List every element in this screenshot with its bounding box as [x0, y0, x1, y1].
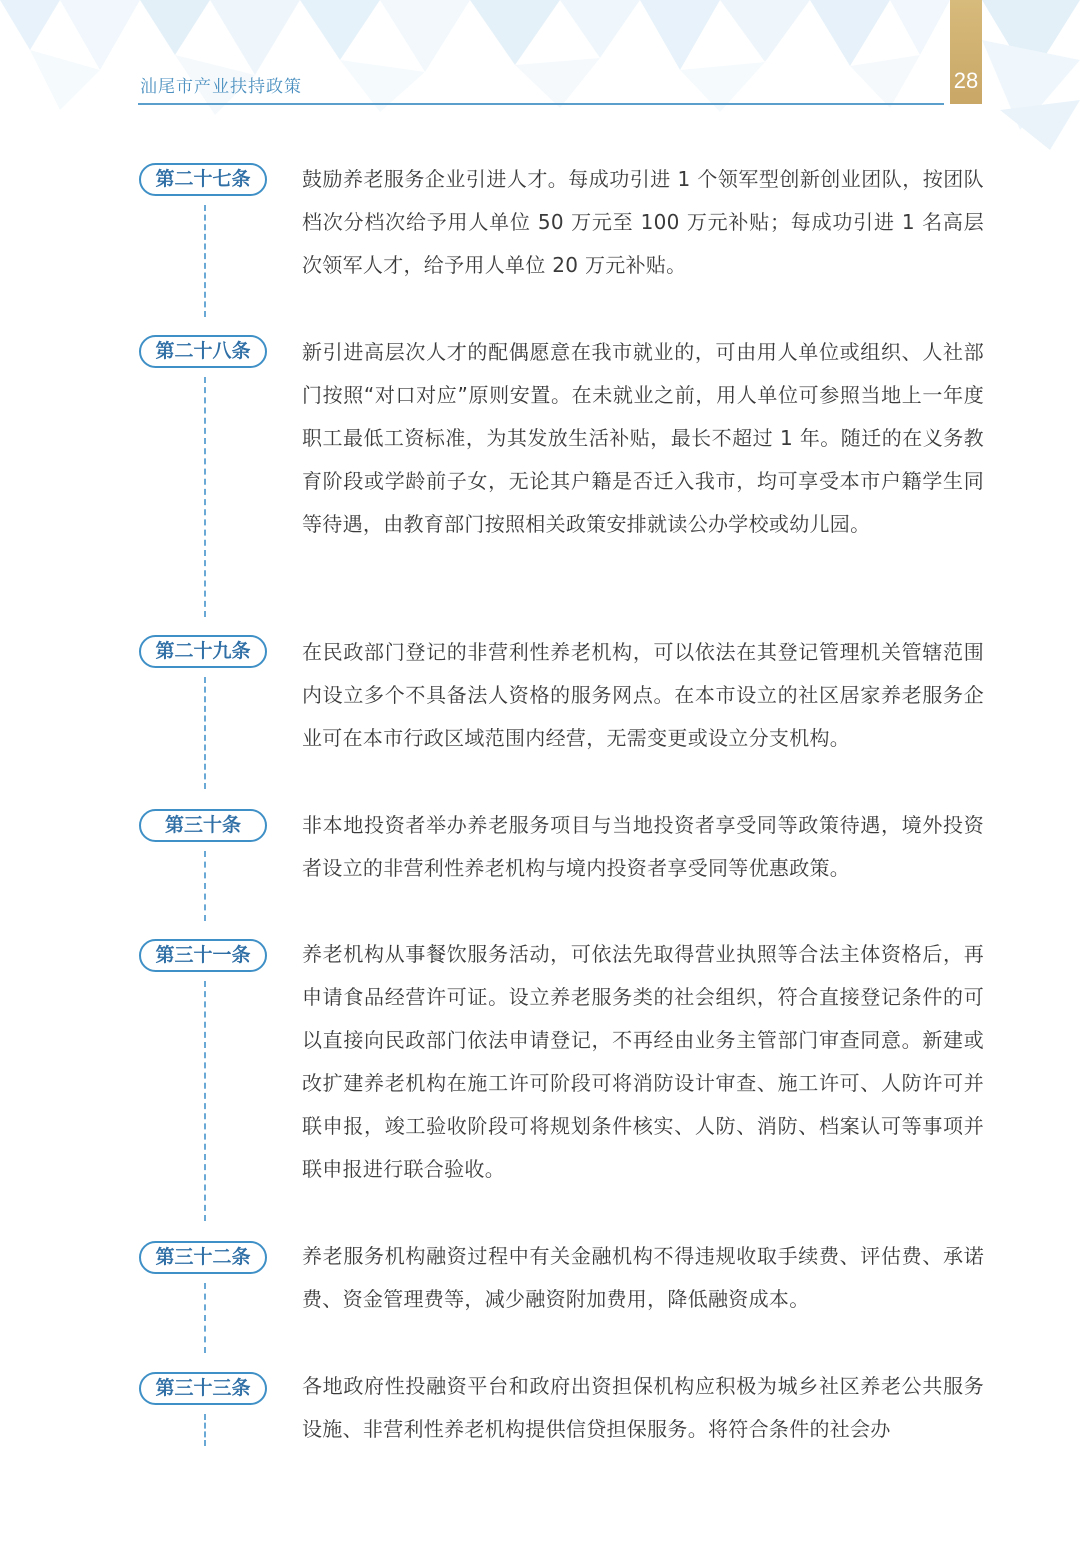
timeline-connector	[204, 1283, 206, 1353]
article-label: 第三十三条	[155, 1377, 251, 1399]
article-label: 第三十二条	[155, 1246, 251, 1268]
article-text: 非本地投资者举办养老服务项目与当地投资者享受同等政策待遇，境外投资者设立的非营利性养老机构与境内投资者享受同等优惠政策。	[302, 813, 984, 880]
timeline-connector	[204, 677, 206, 789]
header-divider	[138, 103, 944, 105]
article-label: 第二十七条	[155, 168, 251, 190]
article-text: 各地政府性投融资平台和政府出资担保机构应积极为城乡社区养老公共服务设施、非营利性养老机构提供信贷担保服务。将符合条件的社会办	[302, 1374, 984, 1441]
page-number: 28	[953, 68, 979, 93]
article-text: 在民政部门登记的非营利性养老机构，可以依法在其登记管理机关管辖范围内设立多个不具备法人资格的服务网点。在本市设立的社区居家养老服务企业可在本市行政区域范围内经营，无需变更或设立分支机构。	[302, 640, 984, 750]
article-badge	[139, 1241, 267, 1274]
timeline-connector	[204, 851, 206, 921]
article-text: 养老机构从事餐饮服务活动，可依法先取得营业执照等合法主体资格后，再申请食品经营许可证。设立养老服务类的社会组织，符合直接登记条件的可以直接向民政部门依法申请登记，不再经由业务主管部门审查同意。新建或改扩建养老机构在施工许可阶段可将消防设计审查、施工许可、人防许可并联申报，竣工验收阶段可将规划条件核实、人防、消防、档案认可等事项并联申报进行联合验收。	[302, 942, 984, 1181]
timeline-connector	[204, 1414, 206, 1446]
document-title: 汕尾市产业扶持政策	[140, 77, 302, 97]
article-badge	[139, 163, 267, 196]
article-label: 第二十八条	[155, 340, 251, 362]
article-label: 第三十一条	[155, 944, 251, 966]
article-badge	[139, 1372, 267, 1405]
article-label: 第二十九条	[155, 640, 251, 662]
article-badge	[139, 635, 267, 668]
timeline-connector	[204, 377, 206, 617]
timeline-connector	[204, 981, 206, 1221]
article-badge	[139, 809, 267, 842]
article-text: 鼓励养老服务企业引进人才。每成功引进 1 个领军型创新创业团队，按团队档次分档次给予用人单位 50 万元至 100 万元补贴；每成功引进 1 名高层次领军人才，给予用人单位 20 万元补贴。	[302, 167, 984, 277]
timeline-connector	[204, 205, 206, 317]
article-text: 新引进高层次人才的配偶愿意在我市就业的，可由用人单位或组织、人社部门按照“对口对应”原则安置。在未就业之前，用人单位可参照当地上一年度职工最低工资标准，为其发放生活补贴，最长不超过 1 年。随迁的在义务教育阶段或学龄前子女，无论其户籍是否迁入我市，均可享受本市户籍学生同等待遇，由教育部门按照相关政策安排就读公办学校或幼儿园。	[302, 340, 984, 536]
article-badge	[139, 335, 267, 368]
article-badge	[139, 939, 267, 972]
article-label: 第三十条	[164, 814, 241, 836]
article-text: 养老服务机构融资过程中有关金融机构不得违规收取手续费、评估费、承诺费、资金管理费等，减少融资附加费用，降低融资成本。	[302, 1244, 984, 1311]
